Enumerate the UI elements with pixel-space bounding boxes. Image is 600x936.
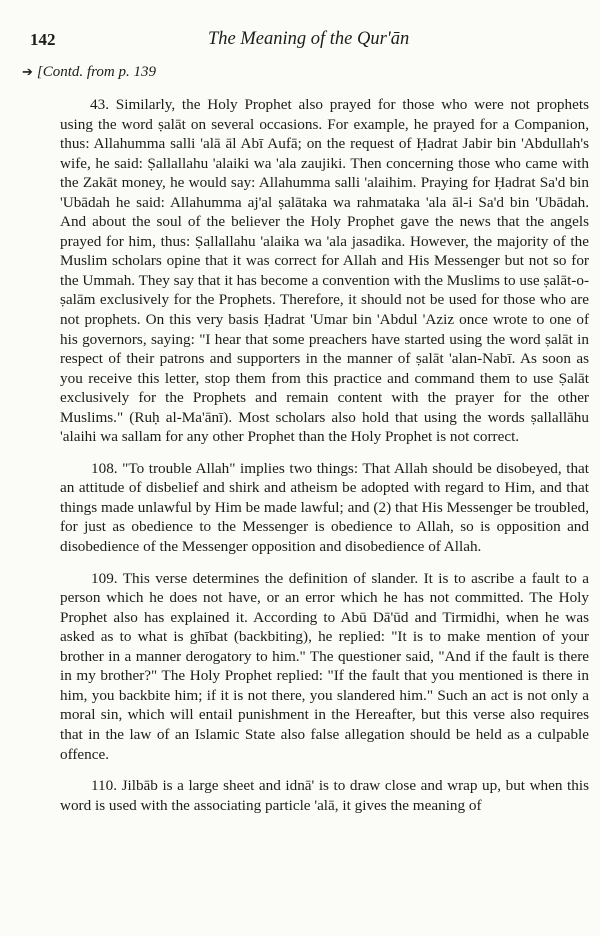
page-header xyxy=(30,30,570,54)
continued-marker xyxy=(22,64,156,81)
note-paragraph-43 xyxy=(60,95,589,447)
note-text: Jilbāb is a large sheet and idnā' is to draw close and wrap up, but when this word is used with the associating particle 'alā, it gives the meaning of xyxy=(60,777,590,814)
note-number: 108. xyxy=(91,459,118,477)
note-number: 43. xyxy=(90,96,109,113)
note-text: Similarly, the Holy Prophet also prayed for those who were not prophets using the word ṣalāt on several occasions. For example, he prayed for a Companion, thus: Allahumma salli 'alā āl Abī Aufā; on the request of Ḥadrat Jabir bin 'Abdullah's wife, he said: Ṣallallahu 'alaiki wa 'ala zaujiki. Then concerning those who came with the Zakāt money, he would say: Allahumma salli 'alaihim. Praying for Ḥadrat Sa'd bin 'Ubādah he said: Allahumma aj'al ṣalātaka wa rahmataka 'ala āl-i Sa'd bin 'Ubādah. And about the soul of the believer the Holy Prophet gave the news that the angels prayed for him, thus: Ṣallallahu 'alaika wa 'ala jasadika. However, the majority of the Muslim scholars opine that it was correct for Allah and His Messenger but not so for the Ummah. They say that it has become a convention with the Muslims to use ṣalāt-o-ṣalām exclusively for the Prophets. Therefore, it should not be used for those who are not prophets. On this very basis Ḥadrat 'Umar bin 'Abdul 'Aziz once wrote to one of his governors, saying: "I hear that some preachers have started using the word ṣalāt in respect of their patrons and supporters in the manner of ṣalāt 'alan-Nabī. As soon as you receive this letter, stop them from this practice and command them to use Ṣalāt exclusively for the Prophets and remain content with the prayer for the other Muslims." (Ruḥ al-Ma'ānī). Most scholars also hold that using the words ṣallallāhu 'alaihi wa sallam for any other Prophet than the Holy Prophet is not correct. xyxy=(60,96,589,446)
continued-text: [Contd. from p. 139 xyxy=(36,64,156,80)
note-paragraph-108 xyxy=(60,459,589,557)
arrow-icon: ➔ xyxy=(22,64,33,79)
page-number: 142 xyxy=(30,30,56,49)
note-paragraph-109 xyxy=(60,569,589,764)
running-title: The Meaning of the Qur'ān xyxy=(208,29,410,49)
note-number: 109. xyxy=(91,569,118,587)
note-text: This verse determines the definition of slander. It is to ascribe a fault to a person which he does not have, or an error which he has not committed. The Holy Prophet also has explained it. According to Abū Dā'ūd and Tirmidhi, when he was asked as to what is ghībat (backbiting), he replied: "It is to make mention of your brother in a manner derogatory to him." The questioner said, "And if the fault is there in my brother?" The Holy Prophet replied: "If the fault that you mentioned is there in him, you backbite him; if it is not there, you slandered him." Such an act is not only a moral sin, which will entail punishment in the Hereafter, but this verse also requires that in the law of an Islamic State also false allegation should be held as a culpable offence. xyxy=(60,569,589,763)
body-text xyxy=(60,95,589,815)
note-number: 110. xyxy=(91,777,118,795)
note-text: "To trouble Allah" implies two things: That Allah should be disobeyed, that an attitude of disbelief and shirk and atheism be adopted with regard to Him, and that things made unlawful by Him be made lawful; and (2) that His Messenger be troubled, for just as obedience to the Messenger is obedience to Allah, so is opposition and disobedience of the Messenger opposition and disobedience of Allah. xyxy=(60,459,590,556)
note-paragraph-110 xyxy=(60,776,589,815)
